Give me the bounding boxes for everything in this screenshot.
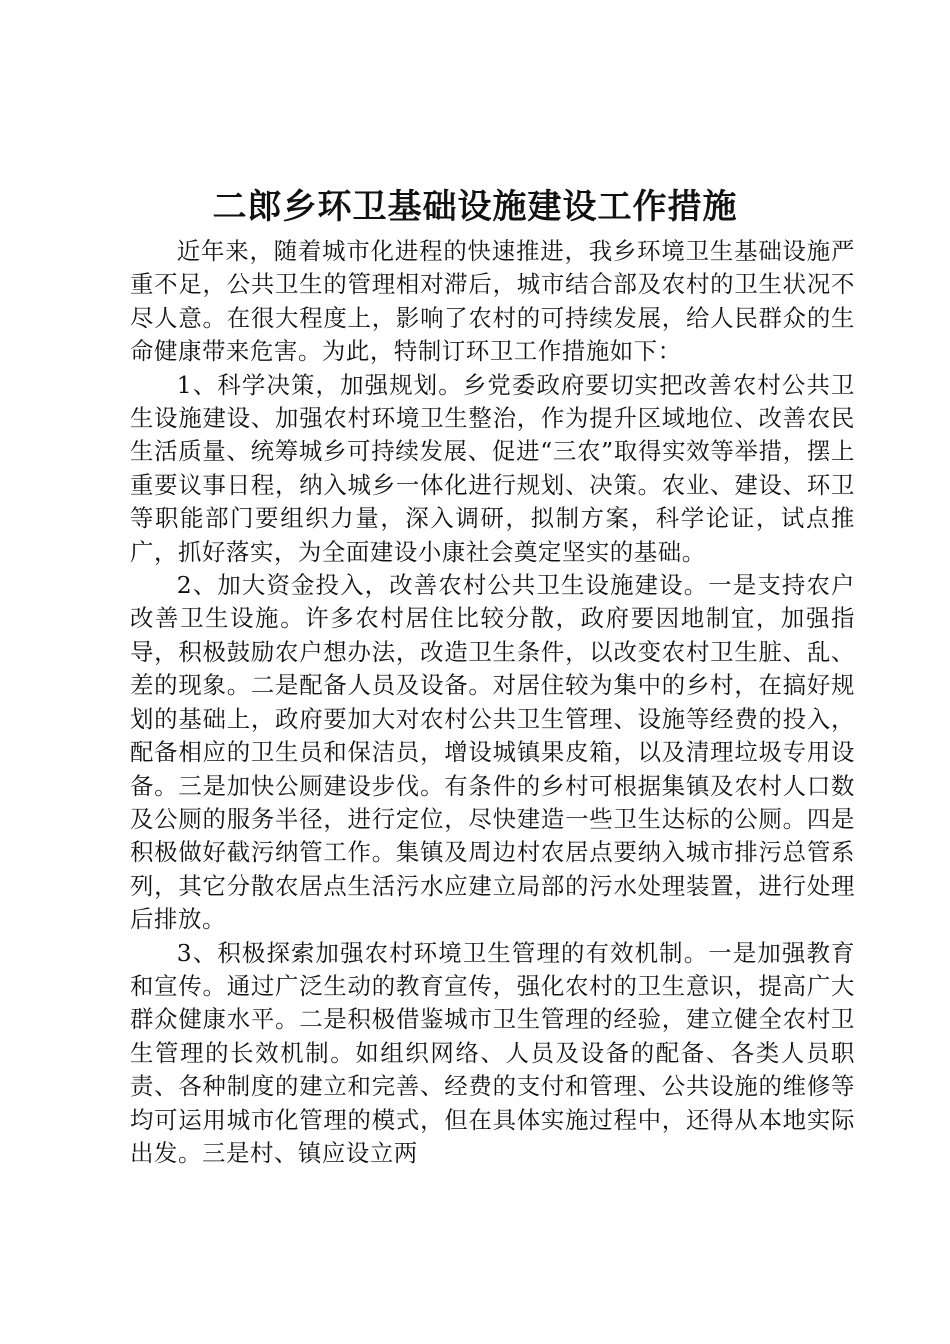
document-body	[130, 235, 855, 1170]
document-title: 二郎乡环卫基础设施建设工作措施	[212, 187, 738, 227]
paragraph-intro: 近年来，随着城市化进程的快速推进，我乡环境卫生基础设施严重不足，公共卫生的管理相对滞后，城市结合部及农村的卫生状况不尽人意。在很大程度上，影响了农村的可持续发展，给人民群众的生命健康带来危害。为此，特制订环卫工作措施如下：	[130, 237, 855, 366]
paragraph-measure-1: 1、科学决策，加强规划。乡党委政府要切实把改善农村公共卫生设施建设、加强农村环境卫生整治，作为提升区域地位、改善农民生活质量、统筹城乡可持续发展、促进“三农”取得实效等举措，摆上重要议事日程，纳入城乡一体化进行规划、决策。农业、建设、环卫等职能部门要组织力量，深入调研，拟制方案，科学论证，试点推广，抓好落实，为全面建设小康社会奠定坚实的基础。	[130, 370, 855, 566]
paragraph-measure-3: 3、积极探索加强农村环境卫生管理的有效机制。一是加强教育和宣传。通过广泛生动的教育宣传，强化农村的卫生意识，提高广大群众健康水平。二是积极借鉴城市卫生管理的经验，建立健全农村卫生管理的长效机制。如组织网络、人员及设备的配备、各类人员职责、各种制度的建立和完善、经费的支付和管理、公共设施的维修等均可运用城市化管理的模式，但在具体实施过程中，还得从本地实际出发。三是村、镇应设立两	[130, 938, 855, 1167]
paragraph-measure-2: 2、加大资金投入，改善农村公共卫生设施建设。一是支持农户改善卫生设施。许多农村居住比较分散，政府要因地制宜，加强指导，积极鼓励农户想办法，改造卫生条件，以改变农村卫生脏、乱、差的现象。二是配备人员及设备。对居住较为集中的乡村，在搞好规划的基础上，政府要加大对农村公共卫生管理、设施等经费的投入，配备相应的卫生员和保洁员，增设城镇果皮箱，以及清理垃圾专用设备。三是加快公厕建设步伐。有条件的乡村可根据集镇及农村人口数及公厕的服务半径，进行定位，尽快建造一些卫生达标的公厕。四是积极做好截污纳管工作。集镇及周边村农居点要纳入城市排污总管系列，其它分散农居点生活污水应建立局部的污水处理装置，进行处理后排放。	[130, 571, 855, 934]
